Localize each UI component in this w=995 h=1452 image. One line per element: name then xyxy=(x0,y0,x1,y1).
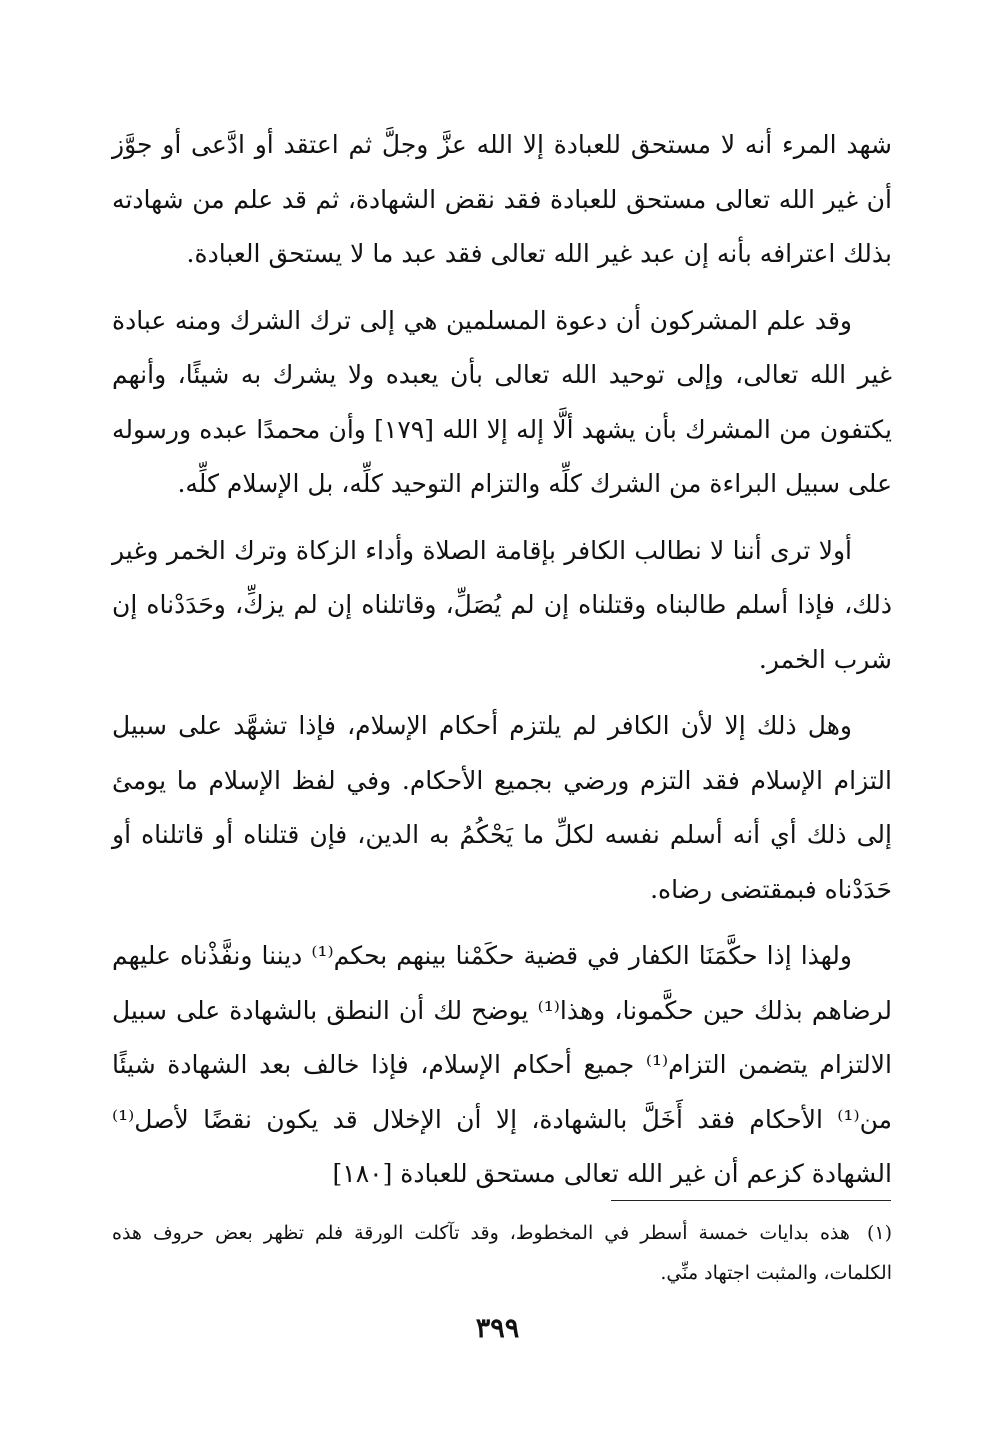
footnote-marker: (١) xyxy=(866,1222,893,1244)
paragraph-3: أولا ترى أننا لا نطالب الكافر بإقامة الصلاة وأداء الزكاة وترك الخمر وغير ذلك، فإذا أسلم طالبناه وقتلناه إن لم يُصَلِّ، وقاتلناه إن لم يزكِّ، وحَدَدْناه إن شرب الخمر. xyxy=(112,535,892,674)
paragraph-1: شهد المرء أنه لا مستحق للعبادة إلا الله عزَّ وجلَّ ثم اعتقد أو ادَّعى أو جوَّز أن غير الله تعالى مستحق للعبادة فقد نقض الشهادة، ثم قد علم من شهادته بذلك اعترافه بأنه إن عبد غير الله تعالى فقد عبد ما لا يستحق العبادة. xyxy=(112,130,892,268)
paragraph-4: وهل ذلك إلا لأن الكافر لم يلتزم أحكام الإسلام، فإذا تشهَّد على سبيل التزام الإسلام فقد التزم ورضي بجميع الأحكام. وفي لفظ الإسلام ما يومئ إلى ذلك أي أنه أسلم نفسه لكلِّ ما يَحْكُمُ به الدين، فإن قتلناه أو قاتلناه أو حَدَدْناه فبمقتضى رضاه. xyxy=(112,711,892,904)
footnote-divider xyxy=(611,1200,891,1201)
page-number: ٣٩٩ xyxy=(475,1313,520,1344)
footnote xyxy=(112,1213,892,1293)
paragraph-5: ولهذا إذا حكَّمَنَا الكفار في قضية حكَمْنا بينهم بحكم⁽¹⁾ ديننا ونفَّذْناه عليهم لرضاهم بذلك حين حكَّمونا، وهذا⁽¹⁾ يوضح لك أن النطق بالشهادة على سبيل الالتزام يتضمن التزام⁽¹⁾ جميع أحكام الإسلام، فإذا خالف بعد الشهادة شيئًا من⁽¹⁾ الأحكام فقد أَخَلَّ بالشهادة، إلا أن الإخلال قد يكون نقضًا لأصل⁽¹⁾ الشهادة كزعم أن غير الله تعالى مستحق للعبادة [١٨٠] xyxy=(112,941,892,1188)
main-text xyxy=(112,118,892,1214)
paragraph-2: وقد علم المشركون أن دعوة المسلمين هي إلى ترك الشرك ومنه عبادة غير الله تعالى، وإلى توحيد الله تعالى بأن يعبده ولا يشرك به شيئًا، وأنهم يكتفون من المشرك بأن يشهد ألَّا إله إلا الله [١٧٩] وأن محمدًا عبده ورسوله على سبيل البراءة من الشرك كلِّه والتزام التوحيد كلِّه، بل الإسلام كلِّه. xyxy=(112,305,892,498)
footnote-text: هذه بدايات خمسة أسطر في المخطوط، وقد تآكلت الورقة فلم تظهر بعض حروف هذه الكلمات، والمثبت اجتهاد منِّي. xyxy=(112,1222,892,1284)
